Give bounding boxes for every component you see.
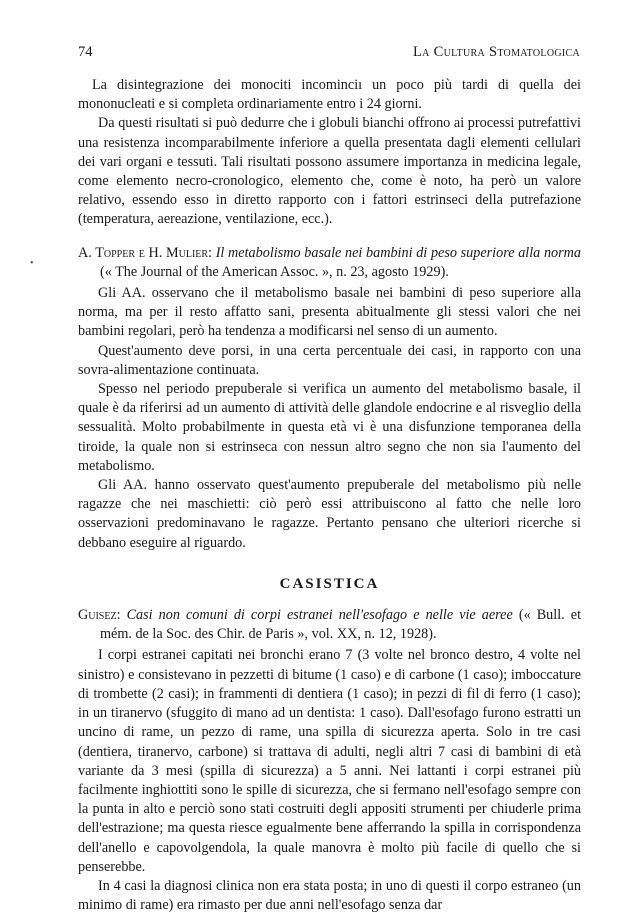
ref-authors: A. Topper e H. Mulier: <box>78 244 212 261</box>
journal-title: La Cultura Stomatologica <box>413 44 580 60</box>
section-title: CASISTICA <box>279 575 380 592</box>
paragraph: Gli AA. hanno osservato quest'aumento prepuberale del metabolismo più nelle ragazze che nei maschietti: ciò però essi attribuiscono al fatto che nelle loro osservazioni predominavano le ragazze. Pertanto pensano che ulteriori ricerche si debbano eseguire al riguardo. <box>78 477 581 551</box>
reference-guisez <box>78 606 581 644</box>
margin-mark: • <box>30 258 34 269</box>
paragraph: I corpi estranei capitati nei bronchi erano 7 (3 volte nel bronco destro, 4 volte nel sinistro) e consistevano in pezzetti di bitume (1 caso) e di carbone (1 caso); imboccature di trombette (2 casi); in frammenti di dentiera (1 caso); in pezzi di fil di ferro (1 caso); in un tiranervo (sfuggito di mano ad un dentista: 1 caso). Dall'esofago furono estratti un uncino di rame, un pezzo di rame, una spilla di sicurezza aperta. Solo in tre casi (dentiera, tiranervo, carbone) si trattava di adulti, negli altri 7 casi di bambini di età variante da 3 mesi (spilla di sicurezza) a 5 anni. Nei lattanti i corpi estranei più facilmente inghiottiti sono le spille di sicurezza, che si fermano nell'esofago sempre con la punta in alto e perciò sono stati costruiti degli appositi strumenti per chiuderle prima dell'estrazione; ma questa riesce egualmente bene afferrando la spilla in corrispondenza dell'anello e capovolgendola, la quale manovra è molto più facile di quello che si penserebbe. <box>78 647 581 875</box>
body-text <box>78 76 581 915</box>
ref-source: (« The Journal of the American Assoc. », n. 23, agosto 1929). <box>100 263 449 280</box>
paragraph: Da questi risultati si può dedurre che i globuli bianchi offrono ai processi putrefattivi una resistenza incomparabilmente inferiore a quella presentata dagli elementi cellulari dei vari organi e tessuti. Tali risultati possono assumere importanza in medicina legale, come elemento necro-cronologico, elemento che, come è noto, ha però un valore relativo, essendo esso in diretto rapporto con i fattori estrinseci della putrefazione (temperatura, aereazione, ventilazione, ecc.). <box>78 115 581 228</box>
page-number: 74 <box>78 44 93 60</box>
paragraph: Gli AA. osservano che il metabolismo basale nei bambini di peso superiore alla norma, ma per il resto affatto sani, presenta abitualmente gli stessi valori che nei bambini regolari, però ha tendenza a modificarsi nel senso di un aumento. <box>78 285 581 340</box>
running-header <box>78 44 580 64</box>
ref-title: Il metabolismo basale nei bambini di peso superiore alla norma <box>215 244 581 261</box>
reference-topper <box>78 244 581 282</box>
paragraph: Quest'aumento deve porsi, in una certa percentuale dei casi, in rapporto con una sovra-alimentazione continuata. <box>78 342 581 378</box>
paragraph: Spesso nel periodo prepuberale si verifica un aumento del metabolismo basale, il quale è da riferirsi ad un aumento di attività delle glandole endocrine e al risveglio della sessualità. Molto probabilmente in questa età vi è una disfunzione temporanea della tiroide, la quale non si estrinseca con nessun altro segno che non sia l'aumento del metabolismo. <box>78 381 581 474</box>
ref-authors: Guisez: <box>78 607 121 624</box>
paragraph: In 4 casi la diagnosi clinica non era stata posta; in uno di questi il corpo estraneo (un minimo di rame) era rimasto per due anni nell'esofago senza dar <box>78 877 581 914</box>
ref-title: Casi non comuni di corpi estranei nell'esofago e nelle vie aeree <box>126 607 513 624</box>
paragraph: La disintegrazione dei monociti incominciı un poco più tardi di quella dei mononucleati e si completa ordinariamente entro i 24 giorni. <box>78 77 581 113</box>
ref-source: (« Bull. et mém. de la Soc. des Chir. de Paris », vol. XX, n. 12, 1928). <box>100 607 582 643</box>
